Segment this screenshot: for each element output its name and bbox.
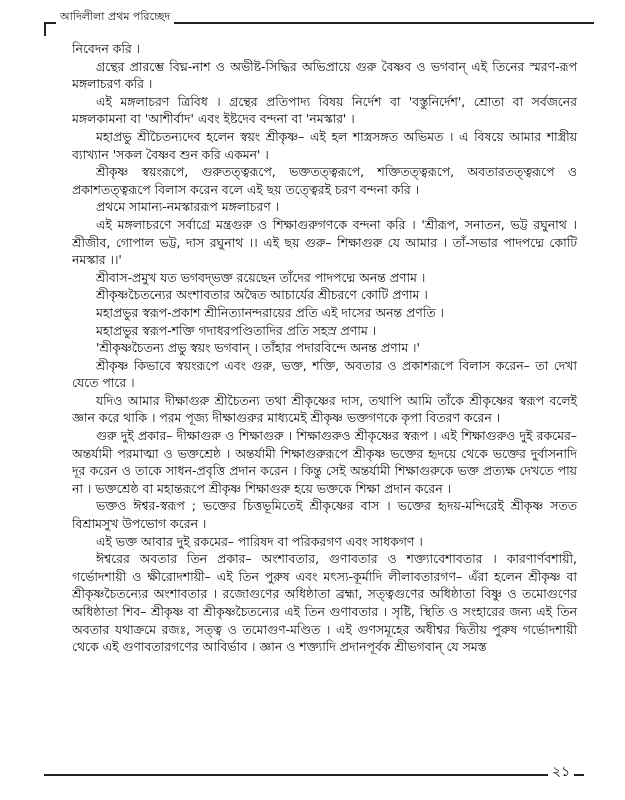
footer-rule: [44, 774, 584, 776]
paragraph: মহাপ্রভুর স্বরূপ-প্রকাশ শ্রীনিত্যানন্দরায়ের প্রতি এই দাসের অনন্ত প্রণতি ।: [96, 304, 444, 320]
paragraph: শ্রীবাস-প্রমুখ যত ভগবদ্‌ভক্ত রয়েছেন তাঁদের পাদপদ্মে অনন্ত প্রণাম ।: [96, 269, 426, 285]
chapter-header: আদিলীলা প্রথম পরিচ্ছেদ: [56, 8, 174, 27]
paragraph: এই ভক্ত আবার দুই রকমের– পারিষদ বা পরিকরগণ এবং সাধকগণ ।: [96, 533, 423, 549]
body-text: [72, 40, 577, 656]
paragraph: শ্রীকৃষ্ণ কিভাবে স্বয়ংরূপে এবং গুরু, ভক্ত, শক্তি, অবতার ও প্রকাশরূপে বিলাস করেন– তা দেখা যেতে পারে ।: [72, 357, 577, 391]
paragraph: এই মঙ্গলাচরণ ত্রিবিধ । গ্রন্থের প্রতিপাদ্য বিষয় নির্দেশ বা 'বস্তুনির্দেশ', শ্রোতা বা সর্বজনের মঙ্গলকামনা বা 'আশীর্বাদ' এবং ইষ্টদেব বন্দনা বা 'নমস্কার' ।: [72, 93, 577, 127]
paragraph: নিবেদন করি ।: [72, 41, 141, 56]
paragraph: গ্রন্থের প্রারম্ভে বিঘ্ন-নাশ ও অভীষ্ট-সিদ্ধির অভিপ্রায়ে গুরু বৈষ্ণব ও ভগবান্‌ এই তিনের স্মরণ-রূপ মঙ্গলাচরণ করি ।: [72, 58, 577, 92]
paragraph: শ্রীকৃষ্ণচৈতন্যের অংশাবতার অদ্বৈত আচার্যের শ্রীচরণে কোটি প্রণাম ।: [96, 287, 428, 303]
paragraph: প্রথমে সামান্য-নমস্কাররূপ মঙ্গলাচরণ ।: [96, 199, 280, 215]
paragraph: যদিও আমার দীক্ষাগুরু শ্রীচৈতন্য তথা শ্রীকৃষ্ণের দাস, তথাপি আমি তাঁকে শ্রীকৃষ্ণের স্বরূপ বলেই জ্ঞান করে থাকি । পরম পূজ্য দীক্ষাগুরুর মাধ্যমেই শ্রীকৃষ্ণ ভক্তগণকে কৃপা বিতরণ করেন ।: [72, 392, 577, 426]
page-number: ২১: [548, 760, 574, 784]
paragraph: শ্রীকৃষ্ণ স্বয়ংরূপে, গুরুতত্ত্বরূপে, ভক্ততত্ত্বরূপে, শক্তিতত্ত্বরূপে, অবতারতত্ত্বরূপে ও প্রকাশতত্ত্বরূপে বিলাস করেন বলে এই ছয় তত্ত্বেরই চরণ বন্দনা করি ।: [72, 164, 577, 197]
paragraph: ঈশ্বরের অবতার তিন প্রকার– অংশাবতার, গুণাবতার ও শক্ত্যাবেশাবতার । কারণার্ণবশায়ী, গর্ভোদশায়ী ও ক্ষীরোদশায়ী– এই তিন পুরুষ এবং মৎস্য-কূর্মাদি লীলাবতারগণ– এঁরা হলেন শ্রীকৃষ্ণ বা শ্রীকৃষ্ণচৈতন্যের অংশাবতার । রজোগুণের অধিষ্ঠাতা ব্রহ্মা, সত্ত্বগুণের অধিষ্ঠাতা বিষ্ণু ও তমোগুণের অধিষ্ঠাতা শিব– শ্রীকৃষ্ণ বা শ্রীকৃষ্ণচৈতন্যের এই তিন গুণাবতার । সৃষ্টি, স্থিতি ও সংহারের জন্য এই তিন অবতার যথাক্রমে রজঃ, সত্ত্ব ও তমোগুণ-মণ্ডিত । এই গুণসমূহের অধীশ্বর দ্বিতীয় পুরুষ গর্ভোদশায়ী থেকে এই গুণাবতারগণের আবির্ভাব । জ্ঞান ও শক্ত্যাদি প্রদানপূর্বক শ্রীভগবান্‌ যে সমস্ত: [72, 551, 577, 655]
paragraph: এই মঙ্গলাচরণে সর্বাগ্রে মন্ত্রগুরু ও শিক্ষাগুরুগণকে বন্দনা করি । 'শ্রীরূপ, সনাতন, ভট্ট রঘুনাথ । শ্রীজীব, গোপাল ভট্ট, দাস রঘুনাথ ।। এই ছয় গুরু– শিক্ষাগুরু যে আমার । তাঁ-সভার পাদপদ্মে কোটি নমস্কার ।।': [72, 216, 577, 268]
paragraph: ভক্তও ঈশ্বর-স্বরূপ ; ভক্তের চিত্তভূমিতেই শ্রীকৃষ্ণের বাস । ভক্তের হৃদয়-মন্দিরেই শ্রীকৃষ্ণ সতত বিশ্রামসুখ উপভোগ করেন ।: [72, 498, 577, 532]
paragraph: 'শ্রীকৃষ্ণচৈতন্য প্রভু স্বয়ং ভগবান্‌ । তাঁহার পদারবিন্দে অনন্ত প্রণাম ।': [96, 340, 420, 356]
paragraph: মহাপ্রভুর স্বরূপ-শক্তি গদাধরপণ্ডিতাদির প্রতি সহস্র প্রণাম ।: [96, 322, 377, 338]
header-rule-tick: [44, 22, 46, 36]
paragraph: মহাপ্রভু শ্রীচৈতন্যদেব হলেন স্বয়ং শ্রীকৃষ্ণ– এই হল শাস্ত্রসঙ্গত অভিমত । এ বিষয়ে আমার শাস্ত্রীয় ব্যাখ্যান 'সকল বৈষ্ণব শুন করি একমন' ।: [72, 128, 577, 162]
paragraph: গুরু দুই প্রকার– দীক্ষাগুরু ও শিক্ষাগুরু । শিক্ষাগুরুও শ্রীকৃষ্ণের স্বরূপ । এই শিক্ষাগুরুও দুই রকমের– অন্তর্যামী পরমাত্মা ও ভক্তশ্রেষ্ঠ । অন্তর্যামী শিক্ষাগুরুরূপে শ্রীকৃষ্ণ ভক্তের হৃদয়ে থেকে ভক্তের দুর্বাসনাদি দূর করেন ও তাকে সাধন-প্রবৃত্তি প্রদান করেন । কিন্তু সেই অন্তর্যামী শিক্ষাগুরুকে ভক্ত প্রত্যক্ষ দেখতে পায় না । ভক্তশ্রেষ্ঠ বা মহান্তরূপে শ্রীকৃষ্ণ শিক্ষাগুরু হয়ে ভক্তকে শিক্ষা প্রদান করেন ।: [72, 428, 577, 496]
